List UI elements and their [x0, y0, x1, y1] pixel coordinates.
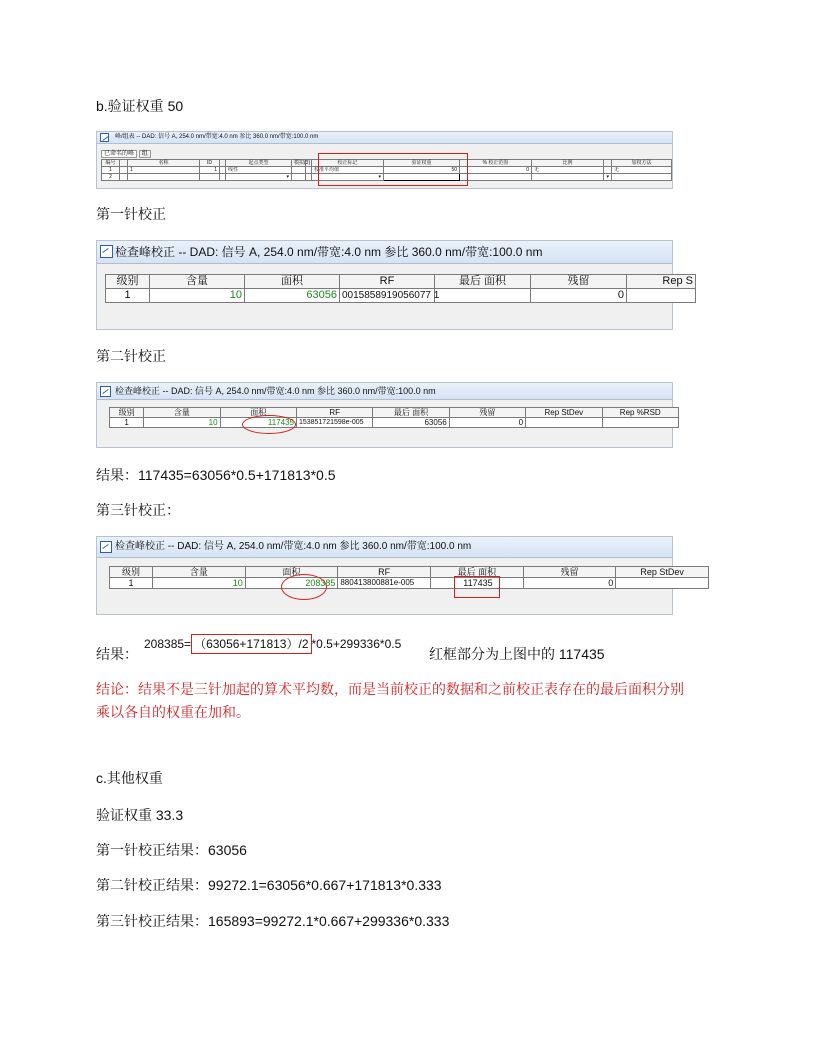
section-b-heading: b.验证权重 50: [96, 98, 184, 114]
cell-cal-flag[interactable]: 校准平均值: [312, 167, 384, 174]
peak-table-titlebar: [97, 132, 672, 144]
cell-amount[interactable]: 10: [144, 418, 220, 428]
cell-residual[interactable]: 0: [449, 418, 525, 428]
tab-named-peaks[interactable]: 已命名的峰: [101, 150, 137, 158]
check-calibration-screenshot-1: [96, 240, 693, 330]
col-header: RF: [340, 275, 435, 289]
header-row: [106, 275, 696, 289]
window-icon: [100, 133, 109, 142]
section-c-heading: c.其他权重: [96, 770, 163, 786]
equation-left: 208385=: [144, 637, 192, 651]
cell-residual[interactable]: 0: [523, 578, 616, 589]
weight-line: 验证权重 33.3: [96, 807, 184, 823]
calibration-grid: [109, 566, 709, 589]
highlight-ellipse: [281, 574, 327, 600]
cell-weight[interactable]: 50: [384, 167, 460, 174]
cell-num: 1: [102, 167, 120, 174]
cell-area[interactable]: 117435: [220, 418, 296, 428]
cell-rf[interactable]: 880413800881e-005: [338, 578, 431, 589]
cell-id[interactable]: 1: [200, 167, 220, 174]
dropdown-arrow-icon[interactable]: ▾: [226, 174, 292, 181]
cell-residual[interactable]: 0: [531, 289, 627, 303]
highlight-ellipse: [242, 415, 296, 434]
peak-table-screenshot: [96, 131, 673, 189]
peak-table-tabs: [101, 148, 151, 157]
col-header: [604, 160, 612, 167]
col-header: 名称: [128, 160, 200, 167]
cell-rf[interactable]: 153851721598e-005: [296, 418, 372, 428]
cell-flag-icon: [120, 167, 128, 174]
cell-amount[interactable]: 10: [150, 289, 245, 303]
window-title: 检查峰校正 -- DAD: 信号 A, 254.0 nm/带宽:4.0 nm 参比 360.0 nm/带宽:100.0 nm: [115, 541, 472, 552]
col-header: 残留: [449, 408, 525, 418]
window-icon: [100, 541, 112, 553]
third-result-note: 红框部分为上图中的 117435: [429, 646, 605, 662]
cell-method[interactable]: 无: [612, 167, 672, 174]
col-header: 含量: [144, 408, 220, 418]
titlebar: [97, 537, 672, 558]
titlebar: [97, 383, 672, 400]
cell-amount[interactable]: 10: [153, 578, 246, 589]
col-header: 编号: [102, 160, 120, 167]
peak-table-title: 峰/组表 -- DAD: 信号 A, 254.0 nm/带宽:4.0 nm 参比 360.0 nm/带宽:100.0 nm: [115, 134, 319, 140]
conclusion-line-1: 结论：结果不是三针加起的算术平均数，而是当前校正的数据和之前校正表存在的最后面积分别: [96, 681, 684, 697]
col-header: 残留: [531, 275, 627, 289]
col-header: 面积: [245, 567, 338, 578]
c-first-result: 第一针校正结果：63056: [96, 842, 247, 858]
table-row[interactable]: [110, 418, 679, 428]
boxed-term: （63056+171813）/2: [191, 634, 311, 654]
col-header: 最后 面积: [435, 275, 531, 289]
third-injection-heading: 第三针校正：: [96, 502, 180, 518]
col-header: 级别: [106, 275, 150, 289]
cell-area[interactable]: 63056: [245, 289, 340, 303]
col-header: 最后 面积: [431, 567, 524, 578]
col-header: 最后 面积: [373, 408, 449, 418]
col-header: ID: [200, 160, 220, 167]
tab-groups[interactable]: 组: [139, 150, 151, 158]
col-header: Rep StDev: [616, 567, 709, 578]
col-header: % 校正范围: [460, 160, 532, 167]
col-header: 起点类型: [226, 160, 292, 167]
c-second-result: 第二针校正结果：99272.1=63056*0.667+171813*0.333: [96, 877, 442, 893]
cell-level: 1: [110, 418, 144, 428]
check-calibration-screenshot-2: [96, 382, 673, 448]
table-row[interactable]: [110, 578, 709, 589]
cell-area[interactable]: 208385: [245, 578, 338, 589]
cell-last-area[interactable]: 117435: [431, 578, 524, 589]
col-header: 残留: [523, 567, 616, 578]
calibration-grid: [109, 407, 679, 428]
col-header: 比例: [532, 160, 604, 167]
header-row: [110, 567, 709, 578]
highlight-box: [318, 153, 468, 186]
col-header: RF: [296, 408, 372, 418]
col-header: 级别: [110, 567, 153, 578]
col-header: 校正标记: [312, 160, 384, 167]
col-header: 验证权重: [384, 160, 460, 167]
equation-right: *0.5+299336*0.5: [311, 637, 402, 651]
col-header: Rep S: [627, 275, 696, 289]
col-header: 面积: [245, 275, 340, 289]
table-row[interactable]: [106, 289, 696, 303]
cell-level: 1: [106, 289, 150, 303]
check-calibration-screenshot-3: [96, 536, 684, 615]
third-result-equation: [144, 636, 401, 652]
col-header: 含量: [153, 567, 246, 578]
dropdown-arrow-icon[interactable]: ▾: [604, 174, 612, 181]
cell-ratio[interactable]: 无: [532, 167, 604, 174]
second-injection-heading: 第二针校正: [96, 348, 166, 364]
col-header: 级别: [110, 408, 144, 418]
dropdown-arrow-icon[interactable]: ▾: [312, 174, 384, 181]
window-title: 检查峰校正 -- DAD: 信号 A, 254.0 nm/带宽:4.0 nm 参比 360.0 nm/带宽:100.0 nm: [115, 386, 436, 396]
window-title: 检查峰校正 -- DAD: 信号 A, 254.0 nm/带宽:4.0 nm 参比 360.0 nm/带宽:100.0 nm: [115, 245, 543, 259]
header-row: [110, 408, 679, 418]
col-header: Rep %RSD: [602, 408, 678, 418]
cell-range[interactable]: 0: [460, 167, 532, 174]
col-header: 面积: [220, 408, 296, 418]
c-third-result: 第三针校正结果：165893=99272.1*0.667+299336*0.333: [96, 913, 450, 929]
titlebar: [97, 241, 672, 264]
col-header: [120, 160, 128, 167]
third-result-prefix: 结果：: [96, 646, 138, 662]
col-header: Rep StDev: [526, 408, 602, 418]
col-header: 含量: [150, 275, 245, 289]
cell-last-area[interactable]: 63056: [373, 418, 449, 428]
col-header: 加权方法: [612, 160, 672, 167]
first-injection-heading: 第一针校正: [96, 206, 166, 222]
window-icon: [100, 386, 111, 397]
second-result-text: 结果：117435=63056*0.5+171813*0.5: [96, 467, 336, 483]
highlight-box: [454, 576, 500, 598]
conclusion-line-2: 乘以各自的权重在加和。: [96, 704, 250, 720]
cell-rf[interactable]: 0015858919056077 1: [340, 289, 435, 303]
cell-level: 1: [110, 578, 153, 589]
window-icon: [100, 245, 113, 258]
cell-last-area[interactable]: [435, 289, 531, 303]
col-header: RF: [338, 567, 431, 578]
cell-num: 2: [102, 174, 120, 181]
col-header: 模拟(3): [292, 160, 306, 167]
calibration-grid: [105, 274, 696, 303]
cell-name[interactable]: 1: [128, 167, 200, 174]
cell-type[interactable]: 线性: [226, 167, 292, 174]
